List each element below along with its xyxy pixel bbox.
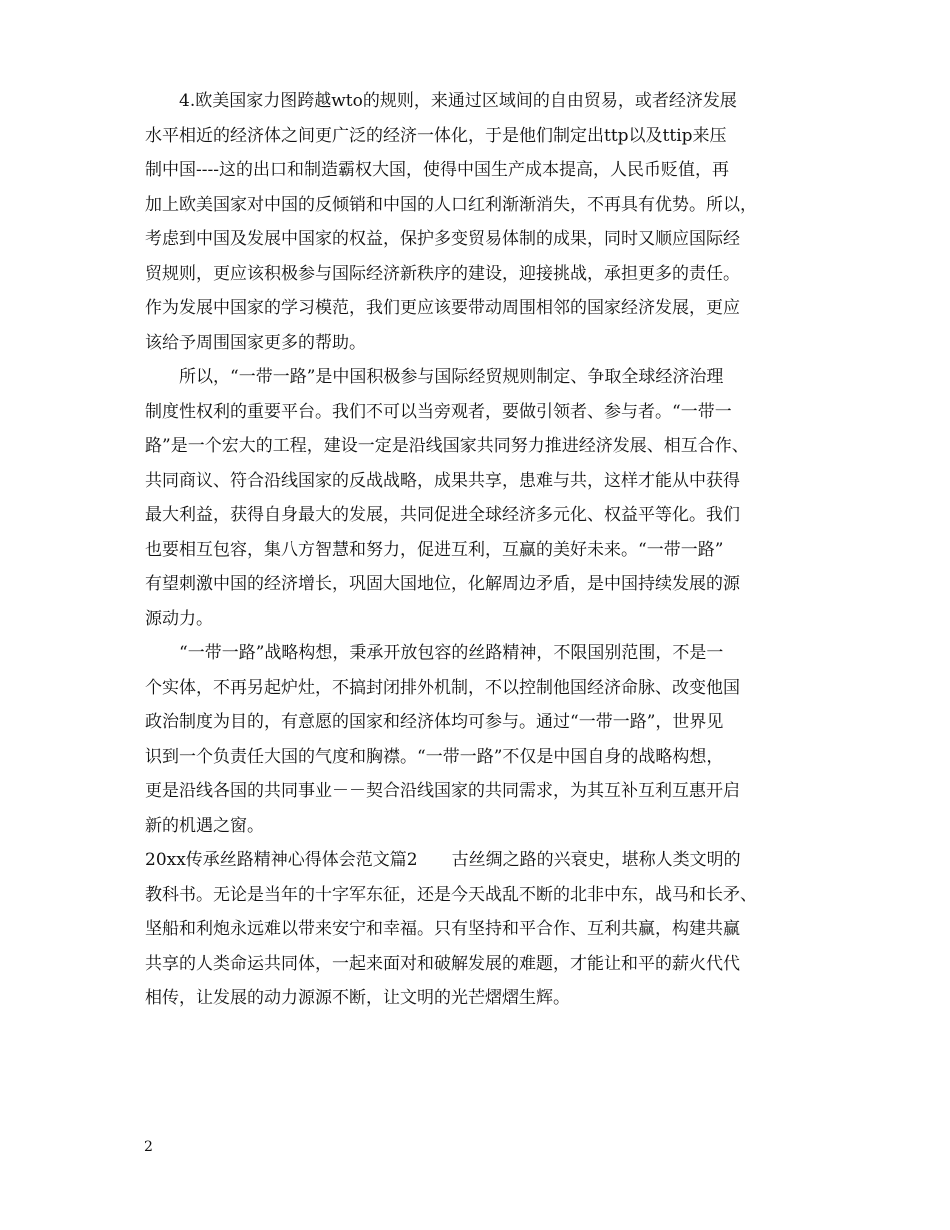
page-number: 2 [144, 1139, 153, 1155]
text-line: 教科书。无论是当年的十字军东征，还是今天战乱不断的北非中东，战马和长矛、 [145, 884, 757, 905]
body-text [145, 84, 817, 1016]
text-line: 作为发展中国家的学习模范，我们更应该要带动周围相邻的国家经济发展，更应 [145, 298, 740, 318]
text-line: 加上欧美国家对中国的反倾销和中国的人口红利渐渐消失，不再具有优势。所以， [145, 194, 757, 215]
text-line: 坚船和利炮永远难以带来安宁和幸福。只有坚持和平合作、互利共赢，构建共赢 [145, 919, 740, 939]
text-line: 有望刺激中国的经济增长，巩固大国地位，化解周边矛盾，是中国持续发展的源 [145, 574, 740, 594]
text-line: 更是沿线各国的共同事业－－契合沿线国家的共同需求，为其互补互利互惠开启 [145, 781, 740, 801]
text-line: 最大利益，获得自身最大的发展，共同促进全球经济多元化、权益平等化。我们 [145, 505, 740, 525]
text-line: 贸规则，更应该积极参与国际经济新秩序的建设，迎接挑战，承担更多的责任。 [145, 263, 740, 284]
text-line: 20xx传承丝路精神心得体会范文篇2 古丝绸之路的兴衰史，堪称人类文明的 [145, 850, 741, 870]
text-line: 4.欧美国家力图跨越wto的规则，来通过区域间的自由贸易，或者经济发展 [145, 91, 737, 111]
text-line: 路”是一个宏大的工程，建设一定是沿线国家共同努力推进经济发展、相互合作、 [145, 436, 749, 456]
text-line: 水平相近的经济体之间更广泛的经济一体化，于是他们制定出ttp以及ttip来压 [145, 125, 727, 146]
text-line: 新的机遇之窗。 [145, 815, 264, 836]
text-line: 共享的人类命运共同体，一起来面对和破解发展的难题，才能让和平的薪火代代 [145, 953, 740, 974]
text-line: 识到一个负责任大国的气度和胸襟。“一带一路”不仅是中国自身的战略构想， [145, 746, 724, 767]
text-line: 考虑到中国及发展中国家的权益，保护多变贸易体制的成果，同时又顺应国际经 [145, 229, 740, 249]
text-line: 个实体，不再另起炉灶，不搞封闭排外机制，不以控制他国经济命脉、改变他国 [145, 677, 740, 698]
text-line: 共同商议、符合沿线国家的反战战略，成果共享，患难与共，这样才能从中获得 [145, 470, 740, 491]
text-line: “一带一路”战略构想，秉承开放包容的丝路精神，不限国别范围，不是一 [145, 643, 724, 663]
text-line: 所以，“一带一路”是中国积极参与国际经贸规则制定、争取全球经济治理 [145, 367, 724, 387]
text-line: 政治制度为目的，有意愿的国家和经济体均可参与。通过“一带一路”，世界见 [145, 712, 724, 732]
text-line: 相传，让发展的动力源源不断，让文明的光芒熠熠生辉。 [145, 988, 570, 1008]
text-line: 也要相互包容，集八方智慧和努力，促进互利，互赢的美好未来。“一带一路” [145, 539, 724, 560]
text-line: 制中国----这的出口和制造霸权大国，使得中国生产成本提高，人民币贬值，再 [145, 160, 729, 180]
text-line: 源动力。 [145, 608, 213, 629]
text-line: 该给予周围国家更多的帮助。 [145, 332, 366, 353]
text-line: 制度性权利的重要平台。我们不可以当旁观者，要做引领者、参与者。“一带一 [145, 401, 732, 422]
